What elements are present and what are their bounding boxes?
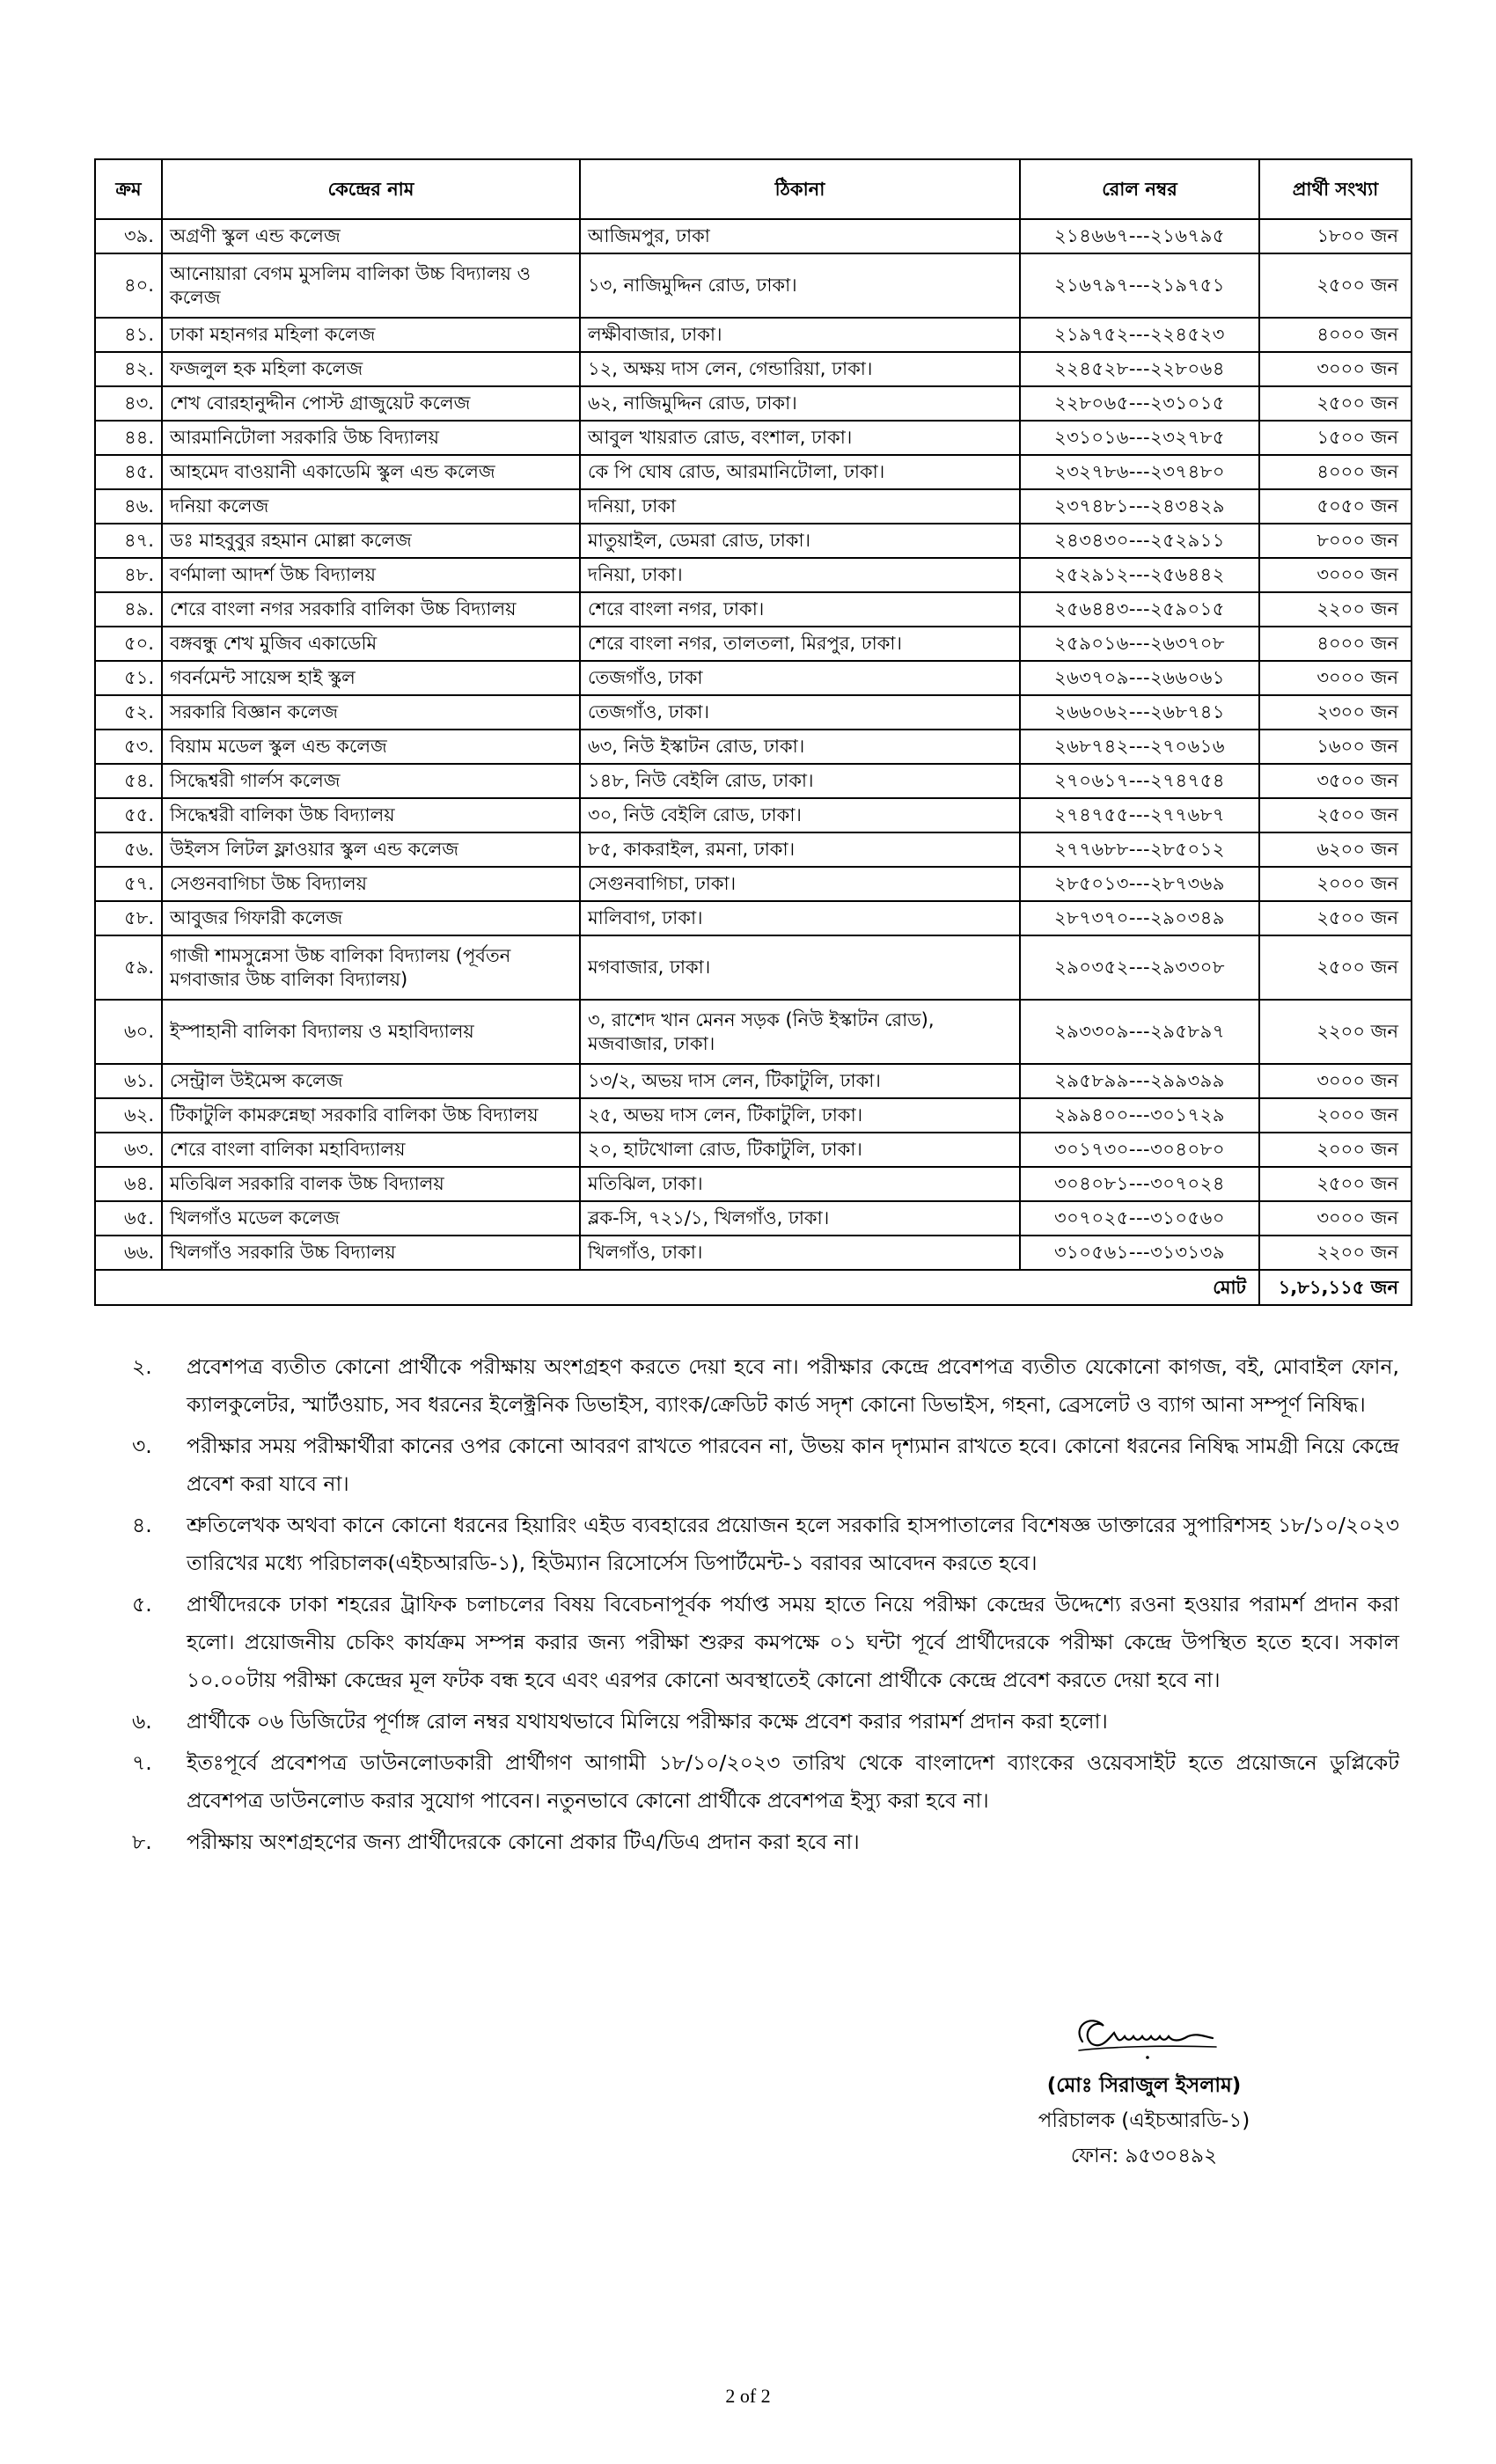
roll-number-cell: ২৬৬০৬২---২৬৮৭৪১: [1020, 695, 1259, 730]
table-row: [95, 695, 1412, 730]
serial-cell: ৫৭.: [95, 867, 162, 901]
roll-number-cell: ২৯০৩৫২---২৯৩৩০৮: [1020, 935, 1259, 1000]
candidate-count-cell: ২২০০ জন: [1259, 1236, 1412, 1270]
serial-cell: ৪৭.: [95, 524, 162, 558]
center-name-cell: আরমানিটোলা সরকারি উচ্চ বিদ্যালয়: [162, 421, 580, 455]
table-row: [95, 1167, 1412, 1201]
header-candidate-count: প্রার্থী সংখ্যা: [1259, 159, 1412, 219]
instruction-text: ইতঃপূর্বে প্রবেশপত্র ডাউনলোডকারী প্রার্থীগণ আগামী ১৮/১০/২০২৩ তারিখ থেকে বাংলাদেশ ব্যাংকের ওয়েবসাইট হতে প্রয়োজনে ডুপ্লিকেট প্রবেশপত্র ডাউনলোড করার সুযোগ পাবেন। নতুনভাবে কোনো প্রার্থীকে প্রবেশপত্র ইস্যু করা হবে না।: [187, 1750, 1399, 1813]
table-row: [95, 1098, 1412, 1133]
instruction-item: [132, 1427, 1399, 1503]
table-row: [95, 219, 1412, 253]
roll-number-cell: ২৭৪৭৫৫---২৭৭৬৮৭: [1020, 798, 1259, 832]
table-row: [95, 253, 1412, 318]
instruction-text: পরীক্ষার সময় পরীক্ষার্থীরা কানের ওপর কোনো আবরণ রাখতে পারবেন না, উভয় কান দৃশ্যমান রাখতে হবে। কোনো ধরনের নিষিদ্ধ সামগ্রী নিয়ে কেন্দ্রে প্রবেশ করা যাবে না।: [187, 1434, 1399, 1496]
candidate-count-cell: ২৫০০ জন: [1259, 798, 1412, 832]
center-name-cell: উইলস লিটল ফ্লাওয়ার স্কুল এন্ড কলেজ: [162, 832, 580, 867]
header-serial: ক্রম: [95, 159, 162, 219]
signatory-name: (মোঃ সিরাজুল ইসলাম): [1046, 2074, 1242, 2097]
serial-cell: ৪০.: [95, 253, 162, 318]
center-name-cell: টিকাটুলি কামরুন্নেছা সরকারি বালিকা উচ্চ বিদ্যালয়: [162, 1098, 580, 1133]
serial-cell: ৫২.: [95, 695, 162, 730]
instruction-item: [132, 1348, 1399, 1424]
signature-block: [994, 2006, 1294, 2174]
address-cell: সেগুনবাগিচা, ঢাকা।: [580, 867, 1020, 901]
table-row: [95, 1000, 1412, 1064]
roll-number-cell: ২৯৫৮৯৯---২৯৯৩৯৯: [1020, 1064, 1259, 1098]
center-name-cell: গাজী শামসুন্নেসা উচ্চ বালিকা বিদ্যালয় (পূর্বতন মগবাজার উচ্চ বালিকা বিদ্যালয়): [162, 935, 580, 1000]
candidate-count-cell: ২৫০০ জন: [1259, 1167, 1412, 1201]
table-row: [95, 730, 1412, 764]
table-row: [95, 1201, 1412, 1236]
exam-center-table: [94, 158, 1412, 1306]
center-name-cell: দনিয়া কলেজ: [162, 489, 580, 524]
page-number: 2 of 2: [725, 2385, 771, 2407]
center-name-cell: বর্ণমালা আদর্শ উচ্চ বিদ্যালয়: [162, 558, 580, 592]
center-name-cell: খিলগাঁও সরকারি উচ্চ বিদ্যালয়: [162, 1236, 580, 1270]
center-name-cell: সিদ্ধেশ্বরী গার্লস কলেজ: [162, 764, 580, 798]
candidate-count-cell: ৫০৫০ জন: [1259, 489, 1412, 524]
candidate-count-cell: ২০০০ জন: [1259, 867, 1412, 901]
table-row: [95, 627, 1412, 661]
center-name-cell: ঢাকা মহানগর মহিলা কলেজ: [162, 318, 580, 352]
serial-cell: ৩৯.: [95, 219, 162, 253]
serial-cell: ৪৫.: [95, 455, 162, 489]
table-row: [95, 524, 1412, 558]
instruction-number: ৮.: [132, 1830, 152, 1854]
candidate-count-cell: ৪০০০ জন: [1259, 455, 1412, 489]
table-row: [95, 935, 1412, 1000]
center-name-cell: সেন্ট্রাল উইমেন্স কলেজ: [162, 1064, 580, 1098]
address-cell: ১৪৮, নিউ বেইলি রোড, ঢাকা।: [580, 764, 1020, 798]
instruction-number: ২.: [132, 1354, 152, 1379]
roll-number-cell: ২৩৭৪৮১---২৪৩৪২৯: [1020, 489, 1259, 524]
candidate-count-cell: ২৫০০ জন: [1259, 935, 1412, 1000]
center-name-cell: গবর্নমেন্ট সায়েন্স হাই স্কুল: [162, 661, 580, 695]
candidate-count-cell: ৩০০০ জন: [1259, 661, 1412, 695]
roll-number-cell: ২১৪৬৬৭---২১৬৭৯৫: [1020, 219, 1259, 253]
serial-cell: ৪৬.: [95, 489, 162, 524]
instruction-item: [132, 1507, 1399, 1582]
instruction-text: শ্রুতিলেখক অথবা কানে কোনো ধরনের হিয়ারিং এইড ব্যবহারের প্রয়োজন হলে সরকারি হাসপাতালের বিশেষজ্ঞ ডাক্তারের সুপারিশসহ ১৮/১০/২০২৩ তারিখের মধ্যে পরিচালক(এইচআরডি-১), হিউম্যান রিসোর্সেস ডিপার্টমেন্ট-১ বরাবর আবেদন করতে হবে।: [187, 1513, 1399, 1575]
address-cell: ১২, অক্ষয় দাস লেন, গেন্ডারিয়া, ঢাকা।: [580, 352, 1020, 386]
address-cell: তেজগাঁও, ঢাকা।: [580, 695, 1020, 730]
serial-cell: ৫০.: [95, 627, 162, 661]
candidate-count-cell: ৩০০০ জন: [1259, 558, 1412, 592]
candidate-count-cell: ২০০০ জন: [1259, 1098, 1412, 1133]
address-cell: ৬২, নাজিমুদ্দিন রোড, ঢাকা।: [580, 386, 1020, 421]
roll-number-cell: ২৫৬৪৪৩---২৫৯০১৫: [1020, 592, 1259, 627]
roll-number-cell: ২৮৭৩৭০---২৯০৩৪৯: [1020, 901, 1259, 935]
total-label: মোট: [95, 1270, 1259, 1305]
roll-number-cell: ৩০১৭৩০---৩০৪০৮০: [1020, 1133, 1259, 1167]
table-row: [95, 421, 1412, 455]
instruction-number: ৫.: [132, 1592, 152, 1617]
address-cell: ৮৫, কাকরাইল, রমনা, ঢাকা।: [580, 832, 1020, 867]
instruction-item: [132, 1703, 1399, 1741]
instruction-item: [132, 1823, 1399, 1861]
center-name-cell: শেরে বাংলা বালিকা মহাবিদ্যালয়: [162, 1133, 580, 1167]
address-cell: ৩, রাশেদ খান মেনন সড়ক (নিউ ইস্কাটন রোড), মজবাজার, ঢাকা।: [580, 1000, 1020, 1064]
address-cell: ব্লক-সি, ৭২১/১, খিলগাঁও, ঢাকা।: [580, 1201, 1020, 1236]
center-name-cell: আবুজর গিফারী কলেজ: [162, 901, 580, 935]
instruction-number: ৩.: [132, 1434, 152, 1458]
roll-number-cell: ২৮৫০১৩---২৮৭৩৬৯: [1020, 867, 1259, 901]
instruction-text: পরীক্ষায় অংশগ্রহণের জন্য প্রার্থীদেরকে কোনো প্রকার টিএ/ডিএ প্রদান করা হবে না।: [187, 1830, 860, 1854]
address-cell: মগবাজার, ঢাকা।: [580, 935, 1020, 1000]
table-row: [95, 832, 1412, 867]
candidate-count-cell: ৩০০০ জন: [1259, 1064, 1412, 1098]
table-row: [95, 1064, 1412, 1098]
candidate-count-cell: ২৫০০ জন: [1259, 253, 1412, 318]
candidate-count-cell: ২৩০০ জন: [1259, 695, 1412, 730]
table-row: [95, 798, 1412, 832]
candidate-count-cell: ২২০০ জন: [1259, 1000, 1412, 1064]
center-name-cell: মতিঝিল সরকারি বালক উচ্চ বিদ্যালয়: [162, 1167, 580, 1201]
roll-number-cell: ২৯৯৪০০---৩০১৭২৯: [1020, 1098, 1259, 1133]
roll-number-cell: ৩০৪০৮১---৩০৭০২৪: [1020, 1167, 1259, 1201]
serial-cell: ৬২.: [95, 1098, 162, 1133]
table-row: [95, 764, 1412, 798]
candidate-count-cell: ১৬০০ জন: [1259, 730, 1412, 764]
serial-cell: ৬৬.: [95, 1236, 162, 1270]
center-name-cell: শেরে বাংলা নগর সরকারি বালিকা উচ্চ বিদ্যালয়: [162, 592, 580, 627]
table-body: [95, 219, 1412, 1305]
roll-number-cell: ২২৮০৬৫---২৩১০১৫: [1020, 386, 1259, 421]
table-header-row: [95, 159, 1412, 219]
center-name-cell: সরকারি বিজ্ঞান কলেজ: [162, 695, 580, 730]
center-name-cell: সেগুনবাগিচা উচ্চ বিদ্যালয়: [162, 867, 580, 901]
address-cell: খিলগাঁও, ঢাকা।: [580, 1236, 1020, 1270]
address-cell: শেরে বাংলা নগর, ঢাকা।: [580, 592, 1020, 627]
serial-cell: ৬৪.: [95, 1167, 162, 1201]
serial-cell: ৪১.: [95, 318, 162, 352]
address-cell: আজিমপুর, ঢাকা: [580, 219, 1020, 253]
center-name-cell: শেখ বোরহানুদ্দীন পোস্ট গ্রাজুয়েট কলেজ: [162, 386, 580, 421]
roll-number-cell: ২২৪৫২৮---২২৮০৬৪: [1020, 352, 1259, 386]
instruction-item: [132, 1586, 1399, 1699]
instruction-text: প্রবেশপত্র ব্যতীত কোনো প্রার্থীকে পরীক্ষায় অংশগ্রহণ করতে দেয়া হবে না। পরীক্ষার কেন্দ্রে প্রবেশপত্র ব্যতীত যেকোনো কাগজ, বই, মোবাইল ফোন, ক্যালকুলেটর, স্মার্টওয়াচ, সব ধরনের ইলেক্ট্রনিক ডিভাইস, ব্যাংক/ক্রেডিট কার্ড সদৃশ কোনো ডিভাইস, গহনা, ব্রেসলেট ও ব্যাগ আনা সম্পূর্ণ নিষিদ্ধ।: [187, 1354, 1399, 1417]
roll-number-cell: ২৬৩৭০৯---২৬৬০৬১: [1020, 661, 1259, 695]
header-roll-number: রোল নম্বর: [1020, 159, 1259, 219]
signatory-phone: ফোন: ৯৫৩০৪৯২: [1070, 2145, 1218, 2167]
candidate-count-cell: ১৫০০ জন: [1259, 421, 1412, 455]
roll-number-cell: ২৭০৬১৭---২৭৪৭৫৪: [1020, 764, 1259, 798]
header-address: ঠিকানা: [580, 159, 1020, 219]
serial-cell: ৫৬.: [95, 832, 162, 867]
serial-cell: ৫৯.: [95, 935, 162, 1000]
roll-number-cell: ২৫২৯১২---২৫৬৪৪২: [1020, 558, 1259, 592]
table-row: [95, 352, 1412, 386]
serial-cell: ৬০.: [95, 1000, 162, 1064]
candidate-count-cell: ২২০০ জন: [1259, 592, 1412, 627]
table-row: [95, 489, 1412, 524]
candidate-count-cell: ১৮০০ জন: [1259, 219, 1412, 253]
address-cell: ১৩, নাজিমুদ্দিন রোড, ঢাকা।: [580, 253, 1020, 318]
candidate-count-cell: ৬২০০ জন: [1259, 832, 1412, 867]
candidate-count-cell: ৩০০০ জন: [1259, 352, 1412, 386]
instruction-number: ৪.: [132, 1513, 152, 1537]
handwritten-signature: [1056, 2006, 1232, 2063]
instruction-item: [132, 1744, 1399, 1820]
serial-cell: ৬১.: [95, 1064, 162, 1098]
serial-cell: ৪৮.: [95, 558, 162, 592]
center-name-cell: আহমেদ বাওয়ানী একাডেমি স্কুল এন্ড কলেজ: [162, 455, 580, 489]
header-center-name: কেন্দ্রের নাম: [162, 159, 580, 219]
total-value: ১,৮১,১১৫ জন: [1259, 1270, 1412, 1305]
roll-number-cell: ৩১০৫৬১---৩১৩১৩৯: [1020, 1236, 1259, 1270]
address-cell: মালিবাগ, ঢাকা।: [580, 901, 1020, 935]
roll-number-cell: ২১৬৭৯৭---২১৯৭৫১: [1020, 253, 1259, 318]
serial-cell: ৬৩.: [95, 1133, 162, 1167]
table-row: [95, 1133, 1412, 1167]
table-row: [95, 318, 1412, 352]
serial-cell: ৬৫.: [95, 1201, 162, 1236]
address-cell: লক্ষীবাজার, ঢাকা।: [580, 318, 1020, 352]
candidate-count-cell: ৩০০০ জন: [1259, 1201, 1412, 1236]
address-cell: দনিয়া, ঢাকা: [580, 489, 1020, 524]
address-cell: মাতুয়াইল, ডেমরা রোড, ঢাকা।: [580, 524, 1020, 558]
candidate-count-cell: ৮০০০ জন: [1259, 524, 1412, 558]
serial-cell: ৫৮.: [95, 901, 162, 935]
address-cell: দনিয়া, ঢাকা।: [580, 558, 1020, 592]
table-row: [95, 592, 1412, 627]
signatory-designation: পরিচালক (এইচআরডি-১): [1038, 2109, 1250, 2132]
serial-cell: ৪২.: [95, 352, 162, 386]
serial-cell: ৪৩.: [95, 386, 162, 421]
address-cell: মতিঝিল, ঢাকা।: [580, 1167, 1020, 1201]
roll-number-cell: ২৭৭৬৮৮---২৮৫০১২: [1020, 832, 1259, 867]
roll-number-cell: ৩০৭০২৫---৩১০৫৬০: [1020, 1201, 1259, 1236]
instruction-text: প্রার্থীদেরকে ঢাকা শহরের ট্রাফিক চলাচলের বিষয় বিবেচনাপূর্বক পর্যাপ্ত সময় হাতে নিয়ে পরীক্ষা কেন্দ্রের উদ্দেশ্যে রওনা হওয়ার পরামর্শ প্রদান করা হলো। প্রয়োজনীয় চেকিং কার্যক্রম সম্পন্ন করার জন্য পরীক্ষা শুরুর কমপক্ষে ০১ ঘন্টা পূর্বে প্রার্থীদেরকে পরীক্ষা কেন্দ্রে উপস্থিত হতে হবে। সকাল ১০.০০টায় পরীক্ষা কেন্দ্রের মূল ফটক বন্ধ হবে এবং এরপর কোনো অবস্থাতেই কোনো প্রার্থীকে কেন্দ্রে প্রবেশ করতে দেয়া হবে না।: [187, 1592, 1399, 1692]
instruction-number: ৬.: [132, 1709, 152, 1734]
roll-number-cell: ২৪৩৪৩০---২৫২৯১১: [1020, 524, 1259, 558]
address-cell: কে পি ঘোষ রোড, আরমানিটোলা, ঢাকা।: [580, 455, 1020, 489]
center-name-cell: বিয়াম মডেল স্কুল এন্ড কলেজ: [162, 730, 580, 764]
table-row: [95, 867, 1412, 901]
center-name-cell: অগ্রণী স্কুল এন্ড কলেজ: [162, 219, 580, 253]
serial-cell: ৪৪.: [95, 421, 162, 455]
serial-cell: ৫১.: [95, 661, 162, 695]
table-row: [95, 901, 1412, 935]
serial-cell: ৫৪.: [95, 764, 162, 798]
candidate-count-cell: ৪০০০ জন: [1259, 318, 1412, 352]
address-cell: আবুল খায়রাত রোড, বংশাল, ঢাকা।: [580, 421, 1020, 455]
center-name-cell: ফজলুল হক মহিলা কলেজ: [162, 352, 580, 386]
candidate-count-cell: ২৫০০ জন: [1259, 386, 1412, 421]
table-row: [95, 558, 1412, 592]
candidate-count-cell: ৪০০০ জন: [1259, 627, 1412, 661]
roll-number-cell: ২১৯৭৫২---২২৪৫২৩: [1020, 318, 1259, 352]
roll-number-cell: ২৩১০১৬---২৩২৭৮৫: [1020, 421, 1259, 455]
serial-cell: ৫৫.: [95, 798, 162, 832]
address-cell: শেরে বাংলা নগর, তালতলা, মিরপুর, ঢাকা।: [580, 627, 1020, 661]
roll-number-cell: ২৯৩৩০৯---২৯৫৮৯৭: [1020, 1000, 1259, 1064]
center-name-cell: সিদ্ধেশ্বরী বালিকা উচ্চ বিদ্যালয়: [162, 798, 580, 832]
address-cell: ৬৩, নিউ ইস্কাটন রোড, ঢাকা।: [580, 730, 1020, 764]
roll-number-cell: ২৬৮৭৪২---২৭০৬১৬: [1020, 730, 1259, 764]
center-name-cell: ডঃ মাহবুবুর রহমান মোল্লা কলেজ: [162, 524, 580, 558]
center-name-cell: ইস্পাহানী বালিকা বিদ্যালয় ও মহাবিদ্যালয়: [162, 1000, 580, 1064]
address-cell: ৩০, নিউ বেইলি রোড, ঢাকা।: [580, 798, 1020, 832]
serial-cell: ৪৯.: [95, 592, 162, 627]
roll-number-cell: ২৫৯০১৬---২৬৩৭০৮: [1020, 627, 1259, 661]
instruction-number: ৭.: [132, 1750, 152, 1775]
center-name-cell: খিলগাঁও মডেল কলেজ: [162, 1201, 580, 1236]
address-cell: ২৫, অভয় দাস লেন, টিকাটুলি, ঢাকা।: [580, 1098, 1020, 1133]
address-cell: ১৩/২, অভয় দাস লেন, টিকাটুলি, ঢাকা।: [580, 1064, 1020, 1098]
candidate-count-cell: ৩৫০০ জন: [1259, 764, 1412, 798]
serial-cell: ৫৩.: [95, 730, 162, 764]
roll-number-cell: ২৩২৭৮৬---২৩৭৪৮০: [1020, 455, 1259, 489]
center-name-cell: আনোয়ারা বেগম মুসলিম বালিকা উচ্চ বিদ্যালয় ও কলেজ: [162, 253, 580, 318]
total-row: [95, 1270, 1412, 1305]
address-cell: ২০, হাটখোলা রোড, টিকাটুলি, ঢাকা।: [580, 1133, 1020, 1167]
center-name-cell: বঙ্গবন্ধু শেখ মুজিব একাডেমি: [162, 627, 580, 661]
table-row: [95, 455, 1412, 489]
table-row: [95, 1236, 1412, 1270]
candidate-count-cell: ২৫০০ জন: [1259, 901, 1412, 935]
candidate-count-cell: ২০০০ জন: [1259, 1133, 1412, 1167]
table-row: [95, 661, 1412, 695]
address-cell: তেজগাঁও, ঢাকা: [580, 661, 1020, 695]
instruction-text: প্রার্থীকে ০৬ ডিজিটের পূর্ণাঙ্গ রোল নম্বর যথাযথভাবে মিলিয়ে পরীক্ষার কক্ষে প্রবেশ করার পরামর্শ প্রদান করা হলো।: [187, 1709, 1108, 1734]
table-row: [95, 386, 1412, 421]
instructions-list: [132, 1348, 1399, 1865]
